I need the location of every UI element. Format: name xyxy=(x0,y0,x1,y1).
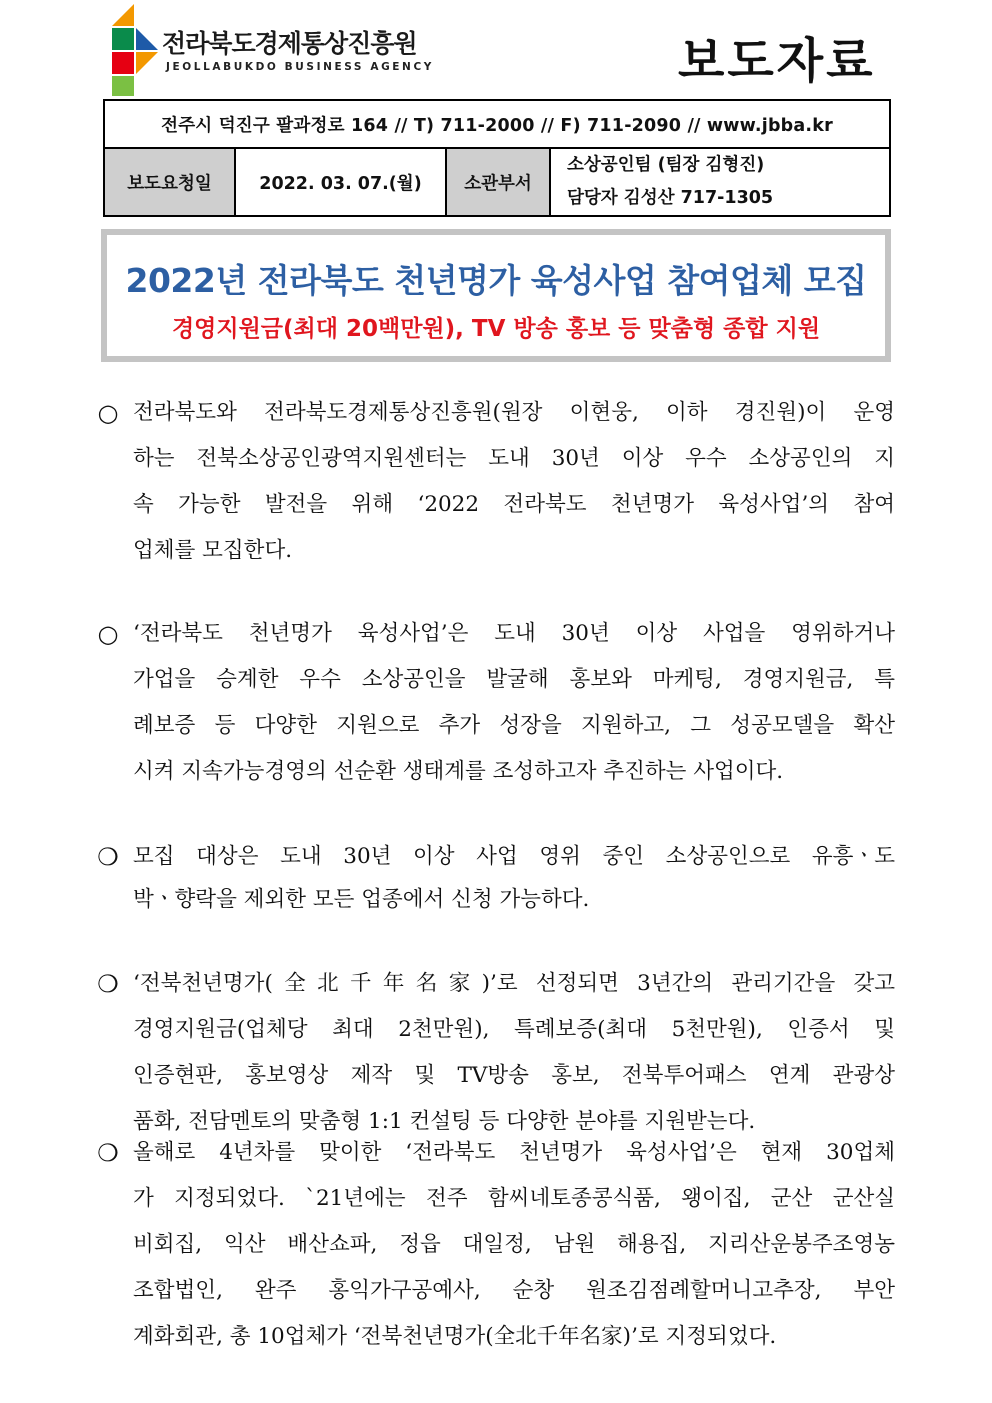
paragraph-line: 가 지정되었다. `21년에는 전주 함씨네토종콩식품, 왱이집, 군산 군산실 xyxy=(133,1186,895,1211)
paragraph-line: 올해로 4년차를 맞이한 ‘전라북도 천년명가 육성사업’은 현재 30업체 xyxy=(133,1140,895,1165)
release-date-label: 보도요청일 xyxy=(104,148,235,216)
paragraph-line: ‘전북천년명가(全北千年名家)’로 선정되면 3년간의 관리기간을 갖고 xyxy=(133,971,895,996)
paragraph-line: 하는 전북소상공인광역지원센터는 도내 30년 이상 우수 소상공인의 지 xyxy=(133,446,895,471)
paragraph-line: 경영지원금(업체당 최대 2천만원), 특례보증(최대 5천만원), 인증서 및 xyxy=(133,1017,895,1042)
press-release-title: 보도자료 xyxy=(678,33,876,89)
paragraph-line: 속 가능한 발전을 위해 ‘2022 전라북도 천년명가 육성사업’의 참여 xyxy=(133,492,895,517)
bullet-icon: ❍ xyxy=(97,843,119,871)
paragraph-line: 품화, 전담멘토의 맞춤형 1:1 컨설팅 등 다양한 분야를 지원받는다. xyxy=(133,1109,756,1134)
paragraph-line: 례보증 등 다양한 지원으로 추가 성장을 지원하고, 그 성공모델을 확산 xyxy=(133,713,895,738)
department-team: 소상공인팀 (팀장 김형진) xyxy=(567,155,765,175)
paragraph-line: 모집 대상은 도내 30년 이상 사업 영위 중인 소상공인으로 유흥ㆍ도 xyxy=(133,844,895,869)
paragraph-line: 비회집, 익산 배산쇼파, 정읍 대일정, 남원 해용집, 지리산운봉주조영농 xyxy=(133,1232,895,1257)
paragraph-line: 박ㆍ향락을 제외한 모든 업종에서 신청 가능하다. xyxy=(133,887,590,912)
bullet-icon: ○ xyxy=(97,399,119,427)
headline-subtitle: 경영지원금(최대 20백만원), TV 방송 홍보 등 맞춤형 종합 지원 xyxy=(171,316,821,342)
paragraph-line: 업체를 모집한다. xyxy=(133,538,293,563)
paragraph-line: 시켜 지속가능경영의 선순환 생태계를 조성하고자 추진하는 사업이다. xyxy=(133,759,784,784)
paragraph-line: 인증현판, 홍보영상 제작 및 TV방송 홍보, 전북투어패스 연계 관광상 xyxy=(133,1063,895,1088)
paragraph-line: ‘전라북도 천년명가 육성사업’은 도내 30년 이상 사업을 영위하거나 xyxy=(133,621,895,646)
address-line: 전주시 덕진구 팔과정로 164 // T) 711-2000 // F) 711-2090 // www.jbba.kr xyxy=(104,100,890,148)
department-contact-person: 담당자 김성산 717-1305 xyxy=(567,188,774,208)
bullet-icon: ○ xyxy=(97,620,119,648)
org-name-korean: 전라북도경제통상진흥원 xyxy=(162,29,417,58)
department-label: 소관부서 xyxy=(446,148,550,216)
paragraph-line: 계화회관, 총 10업체가 ‘전북천년명가(全北千年名家)’로 지정되었다. xyxy=(133,1324,777,1349)
headline-title: 2022년 전라북도 천년명가 육성사업 참여업체 모집 xyxy=(125,261,867,300)
paragraph-line: 가업을 승계한 우수 소상공인을 발굴해 홍보와 마케팅, 경영지원금, 특 xyxy=(133,667,895,692)
paragraph-line: 조합법인, 완주 홍익가구공예사, 순창 원조김점례할머니고추장, 부안 xyxy=(133,1278,895,1303)
release-date: 2022. 03. 07.(월) xyxy=(235,148,446,216)
bullet-icon: ❍ xyxy=(97,1139,119,1167)
bullet-icon: ❍ xyxy=(97,970,119,998)
paragraph-line: 전라북도와 전라북도경제통상진흥원(원장 이현웅, 이하 경진원)이 운영 xyxy=(133,400,895,425)
org-name-english: JEOLLABUKDO BUSINESS AGENCY xyxy=(166,61,434,73)
